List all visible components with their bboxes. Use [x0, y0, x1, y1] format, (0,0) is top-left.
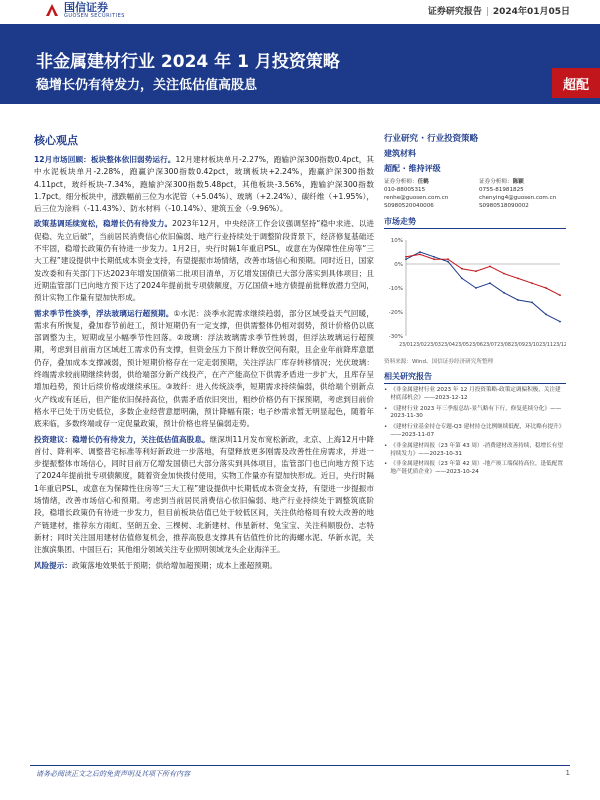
logo-en-text: GUOSEN SECURITIES: [64, 12, 125, 19]
related-date: ——2023-10-31: [418, 450, 462, 457]
x-tick-label: 23/10: [525, 343, 539, 348]
series-point-0: [419, 251, 421, 253]
series-point-0: [517, 299, 519, 301]
series-point-1: [559, 294, 561, 296]
series-point-0: [433, 256, 435, 258]
guosen-logo-icon: [44, 2, 60, 18]
related-date: ——2023-11-30: [390, 405, 562, 420]
core-view-heading: 核心观点: [34, 134, 78, 147]
analyst-cert: S0980518090002: [479, 203, 529, 209]
paragraph-demand: [34, 308, 374, 431]
x-tick-label: 23/08: [497, 343, 511, 348]
rating-line: 超配 · 维持评级: [384, 164, 441, 173]
related-date: ——2023-10-24: [435, 469, 479, 476]
analyst-email[interactable]: renhe@guosen.com.cn: [384, 195, 449, 201]
report-meta: [428, 4, 570, 17]
footer-divider: [30, 765, 570, 766]
market-trend-chart: [384, 232, 566, 352]
y-tick-label: -20%: [388, 310, 403, 316]
related-research-heading: 相关研究报告: [384, 371, 566, 384]
paragraph-lead: 12月市场回顾：板块整体依旧弱势运行。: [34, 155, 176, 164]
paragraph-lead: 需求季节性淡季，浮法玻璃运行超预期。: [34, 308, 174, 318]
series-point-0: [461, 278, 463, 280]
bullet-icon: •: [384, 461, 388, 468]
analyst-cert: S0980520040006: [384, 203, 434, 209]
disclaimer-text: 请务必阅读正文之后的免责声明及其项下所有内容: [36, 770, 190, 778]
series-point-0: [559, 321, 561, 323]
series-point-1: [461, 268, 463, 270]
series-point-1: [419, 254, 421, 256]
paragraph-risk: [34, 560, 374, 572]
industry-name: 建筑材料: [384, 149, 416, 158]
x-tick-label: 23/12: [553, 343, 566, 348]
related-title: 《建材行业 2023 年三季报总结-景气略有下行，修复延续分化》: [390, 405, 550, 412]
related-item[interactable]: [384, 406, 566, 422]
analyst-email[interactable]: chenying4@guosen.com.cn: [479, 195, 557, 201]
paragraph-text: 2023年12月，中央经济工作会议强调坚持“稳中求进、以进促稳、先立后破”，当前居民消费信心依旧偏弱、地产行业持续处于调整阶段背景下，经济修复基础还不牢固，稳增长政策仍有待进一步发力。1月2日，央行时隔1年重启PSL，或意在为保障性住房等“三大工程”建设提供中长期低成本资金支持，有望提振市场情绪，改善市场信心和预期。同时近日，国家发改委和有关部门下达2023年增发国债第二批项目清单，万亿增发国债已大部分落实到具体项目；且近期监管部门已向地方预下达了2024年提前批专项债额度，万亿国债+地方债提前批释放潜力空间，预计实物工作量有望加快形成。: [34, 219, 375, 303]
paragraph-lead: 投资建议：稳增长仍有待发力，关注低估值高股息。: [34, 434, 210, 444]
paragraph-market-review: [34, 154, 374, 215]
series-point-1: [447, 258, 449, 260]
series-point-1: [489, 266, 491, 268]
top-bar: [0, 0, 600, 22]
related-list: [384, 387, 566, 477]
analyst-card: [479, 178, 566, 210]
series-point-0: [405, 258, 407, 260]
title-banner: [0, 24, 600, 104]
bullet-icon: •: [384, 387, 388, 393]
x-tick-label: 23/04: [441, 343, 455, 348]
related-title: 《非金属建材周报（23 年第 42 周）-地产竣工端保持高位，逢低配置地产链优质企业》: [390, 461, 563, 476]
series-point-0: [503, 292, 505, 294]
paragraph-lead: 风险提示：: [34, 560, 72, 570]
related-item[interactable]: [384, 461, 566, 477]
related-item[interactable]: [384, 443, 566, 459]
analyst-name: 任鹤: [417, 179, 429, 185]
series-point-1: [475, 270, 477, 272]
market-trend-heading: 市场走势: [384, 216, 566, 229]
series-point-0: [447, 261, 449, 263]
y-tick-label: 10%: [390, 238, 403, 244]
x-tick-label: 23/01: [399, 343, 413, 348]
paragraph-policy: [34, 218, 374, 304]
related-date: ——2023-11-07: [390, 431, 435, 438]
chart-source: 资料来源：Wind、国信证券经济研究所整理: [384, 359, 494, 365]
logo-cn-text: 国信证券: [64, 0, 108, 14]
y-tick-label: 0%: [394, 262, 403, 268]
series-point-0: [545, 314, 547, 316]
related-item[interactable]: [384, 387, 566, 403]
paragraph-text: 12月建材板块单月-2.27%，跑输沪深300指数0.4pct，其中水泥板块单月-2.28%，跑赢沪深300指数0.42pct，玻璃板块+2.24%，跑赢沪深300指数4.11pct，玻纤板块-7.34%，跑输沪深300指数5.48pct，其他板块-3.56%，跑输沪深300指数1.7pct。细分板块中，涨跌幅前三位为水泥管（+5.04%）、玻璃（+2.24%）、碳纤维（+1.95%），后三位为涂料（-11.43%）、防水材料（-10.14%）、建筑五金（-9.96%）。: [34, 155, 374, 214]
report-category: 行业研究 · 行业投资策略: [384, 134, 479, 144]
series-point-1: [517, 278, 519, 280]
related-date: ——2023-12-12: [423, 394, 468, 401]
core-view-section: [34, 132, 374, 575]
paragraph-investment: [34, 434, 374, 557]
series-point-1: [433, 258, 435, 260]
analyst-name: 陈颖: [512, 179, 524, 185]
bullet-icon: •: [384, 442, 388, 449]
series-point-1: [503, 273, 505, 275]
bullet-icon: •: [384, 405, 388, 412]
page-footer: [0, 762, 600, 800]
analyst-role: 证券分析师：: [479, 179, 513, 185]
series-point-1: [405, 256, 407, 258]
series-point-1: [531, 282, 533, 284]
related-title: 《建材行业基金持仓专题-Q3 建材持仓比例继续低配，环比略有提升》: [390, 424, 565, 431]
paragraph-lead: 政策基调延续宽松，稳增长仍有待发力。: [34, 219, 173, 229]
y-tick-label: -10%: [388, 286, 403, 292]
x-tick-label: 23/02: [413, 343, 427, 348]
report-subtitle: 稳增长仍有待发力，关注低估值高股息: [36, 78, 258, 93]
analyst-card: [384, 178, 471, 210]
page-number: 1: [565, 769, 570, 777]
report-type: 证券研究报告: [427, 7, 482, 17]
x-tick-label: 23/06: [469, 343, 483, 348]
series-line-0: [406, 252, 560, 322]
report-date: 2024年01月05日: [492, 7, 570, 17]
x-tick-label: 23/03: [427, 343, 441, 348]
x-tick-label: 23/07: [483, 343, 497, 348]
rating-badge: 超配: [552, 68, 600, 98]
analyst-phone: 010-88005315: [384, 187, 426, 193]
analyst-phone: 0755-81981825: [479, 187, 524, 193]
paragraph-text: 继深圳11月发布宽松新政，北京、上海12月中降首付、降利率、调整普宅标准等利好新政进一步落地，有望释放更多刚需及改善性住房需求，并进一步提振整体市场信心，同时目前万亿增发国债已大部分落实到具体项目，监管部门也已向地方预下达了2024年提前批专项债额度，随着资金加快拨付使用，实物工作量亦有望加快形成。近日，央行时隔1年重启PSL，或意在为保障性住房等“三大工程”建设提供中长期低成本资金支持，有望进一步提振市场情绪，改善市场信心和预期。考虑到当前居民消费信心依旧偏弱、地产行业持续处于调整筑底阶段，稳增长政策仍有待进一步发力，但目前板块估值已处于较低区间，关注供给格局有较大改善的地产链建材，推荐东方雨虹、坚朗五金、三棵树、北新建材、伟星新材、兔宝宝、关注科顺股份、志特新材；同时关注国用建材估值修复机会，推荐高股息支撑具有估值性价比的海螺水泥、华新水泥，关注旗滨集团、中国巨石；其他细分领域关注专业照明领域龙头企业海洋王。: [34, 434, 375, 555]
x-tick-label: 23/05: [455, 343, 469, 348]
related-title: 《非金属建材行业 2023 年 12 月投资策略-政策定调偏积极，关注建材底部机会》: [390, 387, 561, 401]
y-tick-label: -30%: [388, 334, 403, 340]
report-title: 非金属建材行业 2024 年 1 月投资策略: [36, 52, 340, 72]
analyst-role: 证券分析师：: [384, 179, 418, 185]
bullet-icon: •: [384, 424, 388, 431]
meta-separator: |: [485, 7, 489, 17]
series-point-0: [531, 302, 533, 304]
x-tick-label: 23/09: [511, 343, 525, 348]
paragraph-text: 政策落地效果低于预期；供给增加超预期；成本上涨超预期。: [71, 560, 277, 570]
sidebar: [384, 132, 566, 480]
analyst-block: [384, 178, 566, 210]
company-logo: [44, 0, 125, 20]
series-point-0: [475, 287, 477, 289]
related-item[interactable]: [384, 424, 566, 440]
paragraph-text: ①水泥：淡季水泥需求继续趋弱，部分区域受益天气回暖，需求有所恢复，叠加春节前赶工，预计短期仍有一定支撑，但供需整体仍相对弱势，预计价格仍以底部调整为主，短期或呈小幅季节性回落。②玻璃：浮法玻璃需求季节性转弱，但浮法玻璃运行超预期，考虑到目前南方区域赶工需求仍有支撑，但资金压力下预计释放空间有限，且企业年前降库意愿仍存，叠加成本支撑减弱，预计短期价格存在一定走弱预期，关注浮法厂库存转移情况；光伏玻璃：终端需求较前期继续转弱，供给端部分新产线投产，在产产能高位下供需矛盾进一步扩大，且库存呈增加趋势，预计后续价格或继续承压。③玻纤：进入传统淡季，短期需求持续偏弱，供给端个别新点火产线或有延后，但产能依旧保持高位，供需矛盾依旧突出，粗纱价格仍有下探预期，考虑到目前价格水平已处于历史低位，多数企业经营意愿明确，预计降幅有限；电子纱需求暂无明显起色，随着年底来临，多数终端或存一定促量政策，预计价格也将呈偏弱走势。: [34, 308, 375, 429]
series-point-0: [489, 282, 491, 284]
series-point-1: [545, 287, 547, 289]
series-line-1: [406, 254, 560, 295]
x-tick-label: 23/11: [539, 343, 553, 348]
related-title: 《非金属建材周报（23 年第 43 周）-消费建材改善持续，稳增长有望持续发力》: [390, 442, 563, 457]
